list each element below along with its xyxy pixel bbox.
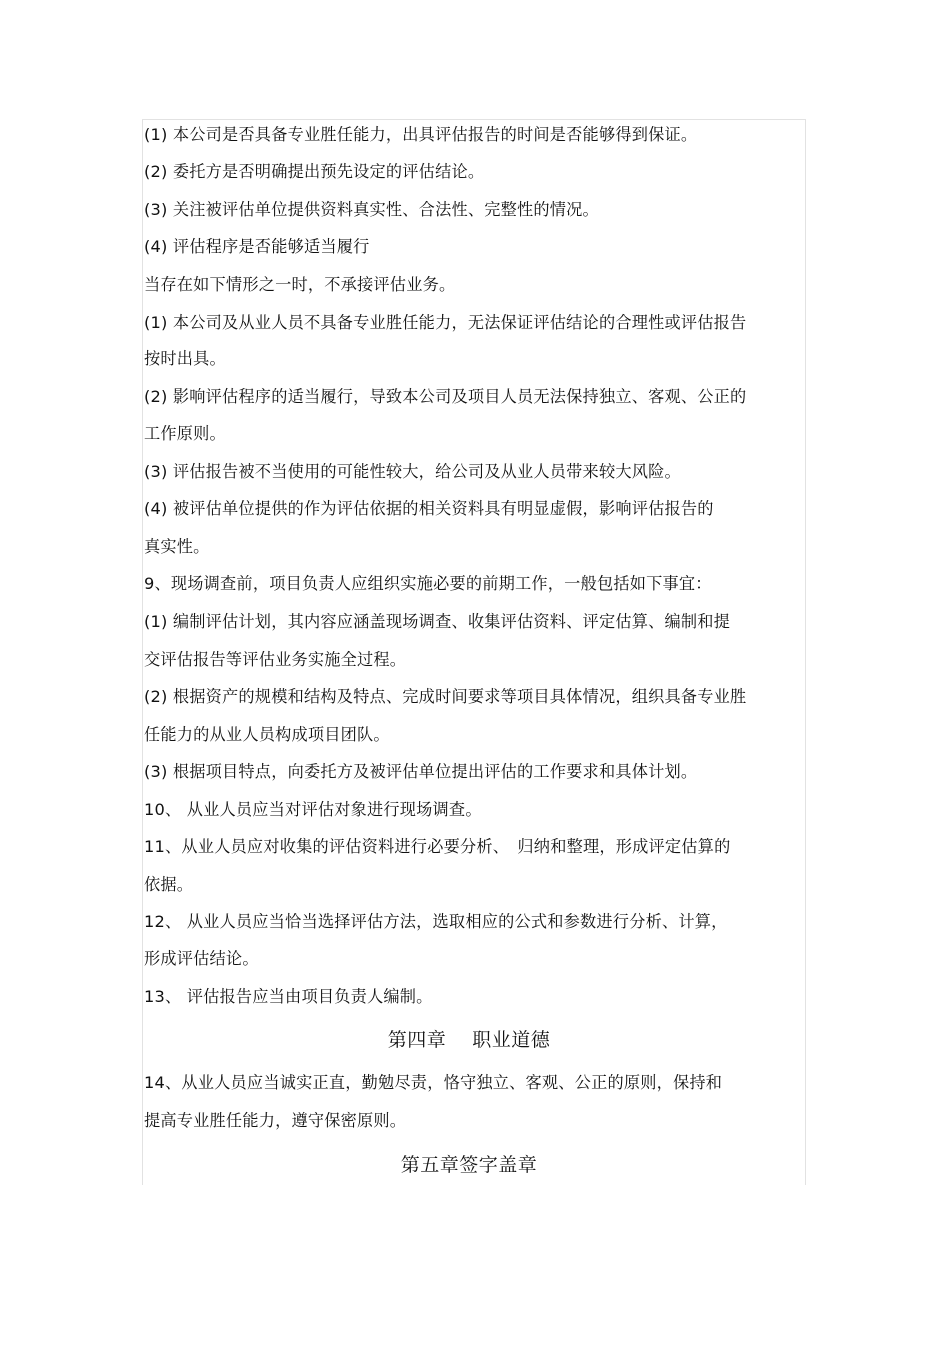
text-line: (1) 本公司及从业人员不具备专业胜任能力，无法保证评估结论的合理性或评估报告 <box>144 313 747 332</box>
text-line: 14、从业人员应当诚实正直，勤勉尽责，恪守独立、客观、公正的原则，保持和 <box>144 1073 723 1092</box>
text-line: 按时出具。 <box>144 349 226 368</box>
text-line: (4) 被评估单位提供的作为评估依据的相关资料具有明显虚假，影响评估报告的 <box>144 499 714 518</box>
text-line: (4) 评估程序是否能够适当履行 <box>144 237 370 256</box>
chapter-4-heading: 第四章 职业道德 <box>387 1029 551 1051</box>
text-line: (2) 影响评估程序的适当履行，导致本公司及项目人员无法保持独立、客观、公正的 <box>144 387 747 406</box>
text-line: 形成评估结论。 <box>144 949 259 968</box>
text-line: (2) 委托方是否明确提出预先设定的评估结论。 <box>144 162 485 181</box>
text-line: 真实性。 <box>144 537 210 556</box>
text-line: 任能力的从业人员构成项目团队。 <box>144 725 390 744</box>
text-line: 工作原则。 <box>144 424 226 443</box>
chapter-5-heading: 第五章签字盖章 <box>400 1154 538 1176</box>
text-line: 依据。 <box>144 875 194 894</box>
text-line: (3) 关注被评估单位提供资料真实性、合法性、完整性的情况。 <box>144 200 599 219</box>
text-line: 提高专业胜任能力，遵守保密原则。 <box>144 1111 407 1130</box>
text-line: 当存在如下情形之一时，不承接评估业务。 <box>144 275 456 294</box>
text-line: (3) 根据项目特点，向委托方及被评估单位提出评估的工作要求和具体计划。 <box>144 762 698 781</box>
text-line: 13、 评估报告应当由项目负责人编制。 <box>144 987 433 1006</box>
text-line: 12、 从业人员应当恰当选择评估方法，选取相应的公式和参数进行分析、计算， <box>144 912 728 931</box>
text-line: 11、从业人员应对收集的评估资料进行必要分析、 归纳和整理，形成评定估算的 <box>144 837 731 856</box>
text-line: (2) 根据资产的规模和结构及特点、完成时间要求等项目具体情况，组织具备专业胜 <box>144 687 747 706</box>
text-line: 9、现场调查前，项目负责人应组织实施必要的前期工作，一般包括如下事宜： <box>144 574 712 593</box>
text-line: (1) 编制评估计划，其内容应涵盖现场调查、收集评估资料、评定估算、编制和提 <box>144 612 731 631</box>
text-line: 10、 从业人员应当对评估对象进行现场调查。 <box>144 800 482 819</box>
text-line: (1) 本公司是否具备专业胜任能力，出具评估报告的时间是否能够得到保证。 <box>144 125 698 144</box>
text-line: (3) 评估报告被不当使用的可能性较大，给公司及从业人员带来较大风险。 <box>144 462 681 481</box>
text-line: 交评估报告等评估业务实施全过程。 <box>144 650 407 669</box>
